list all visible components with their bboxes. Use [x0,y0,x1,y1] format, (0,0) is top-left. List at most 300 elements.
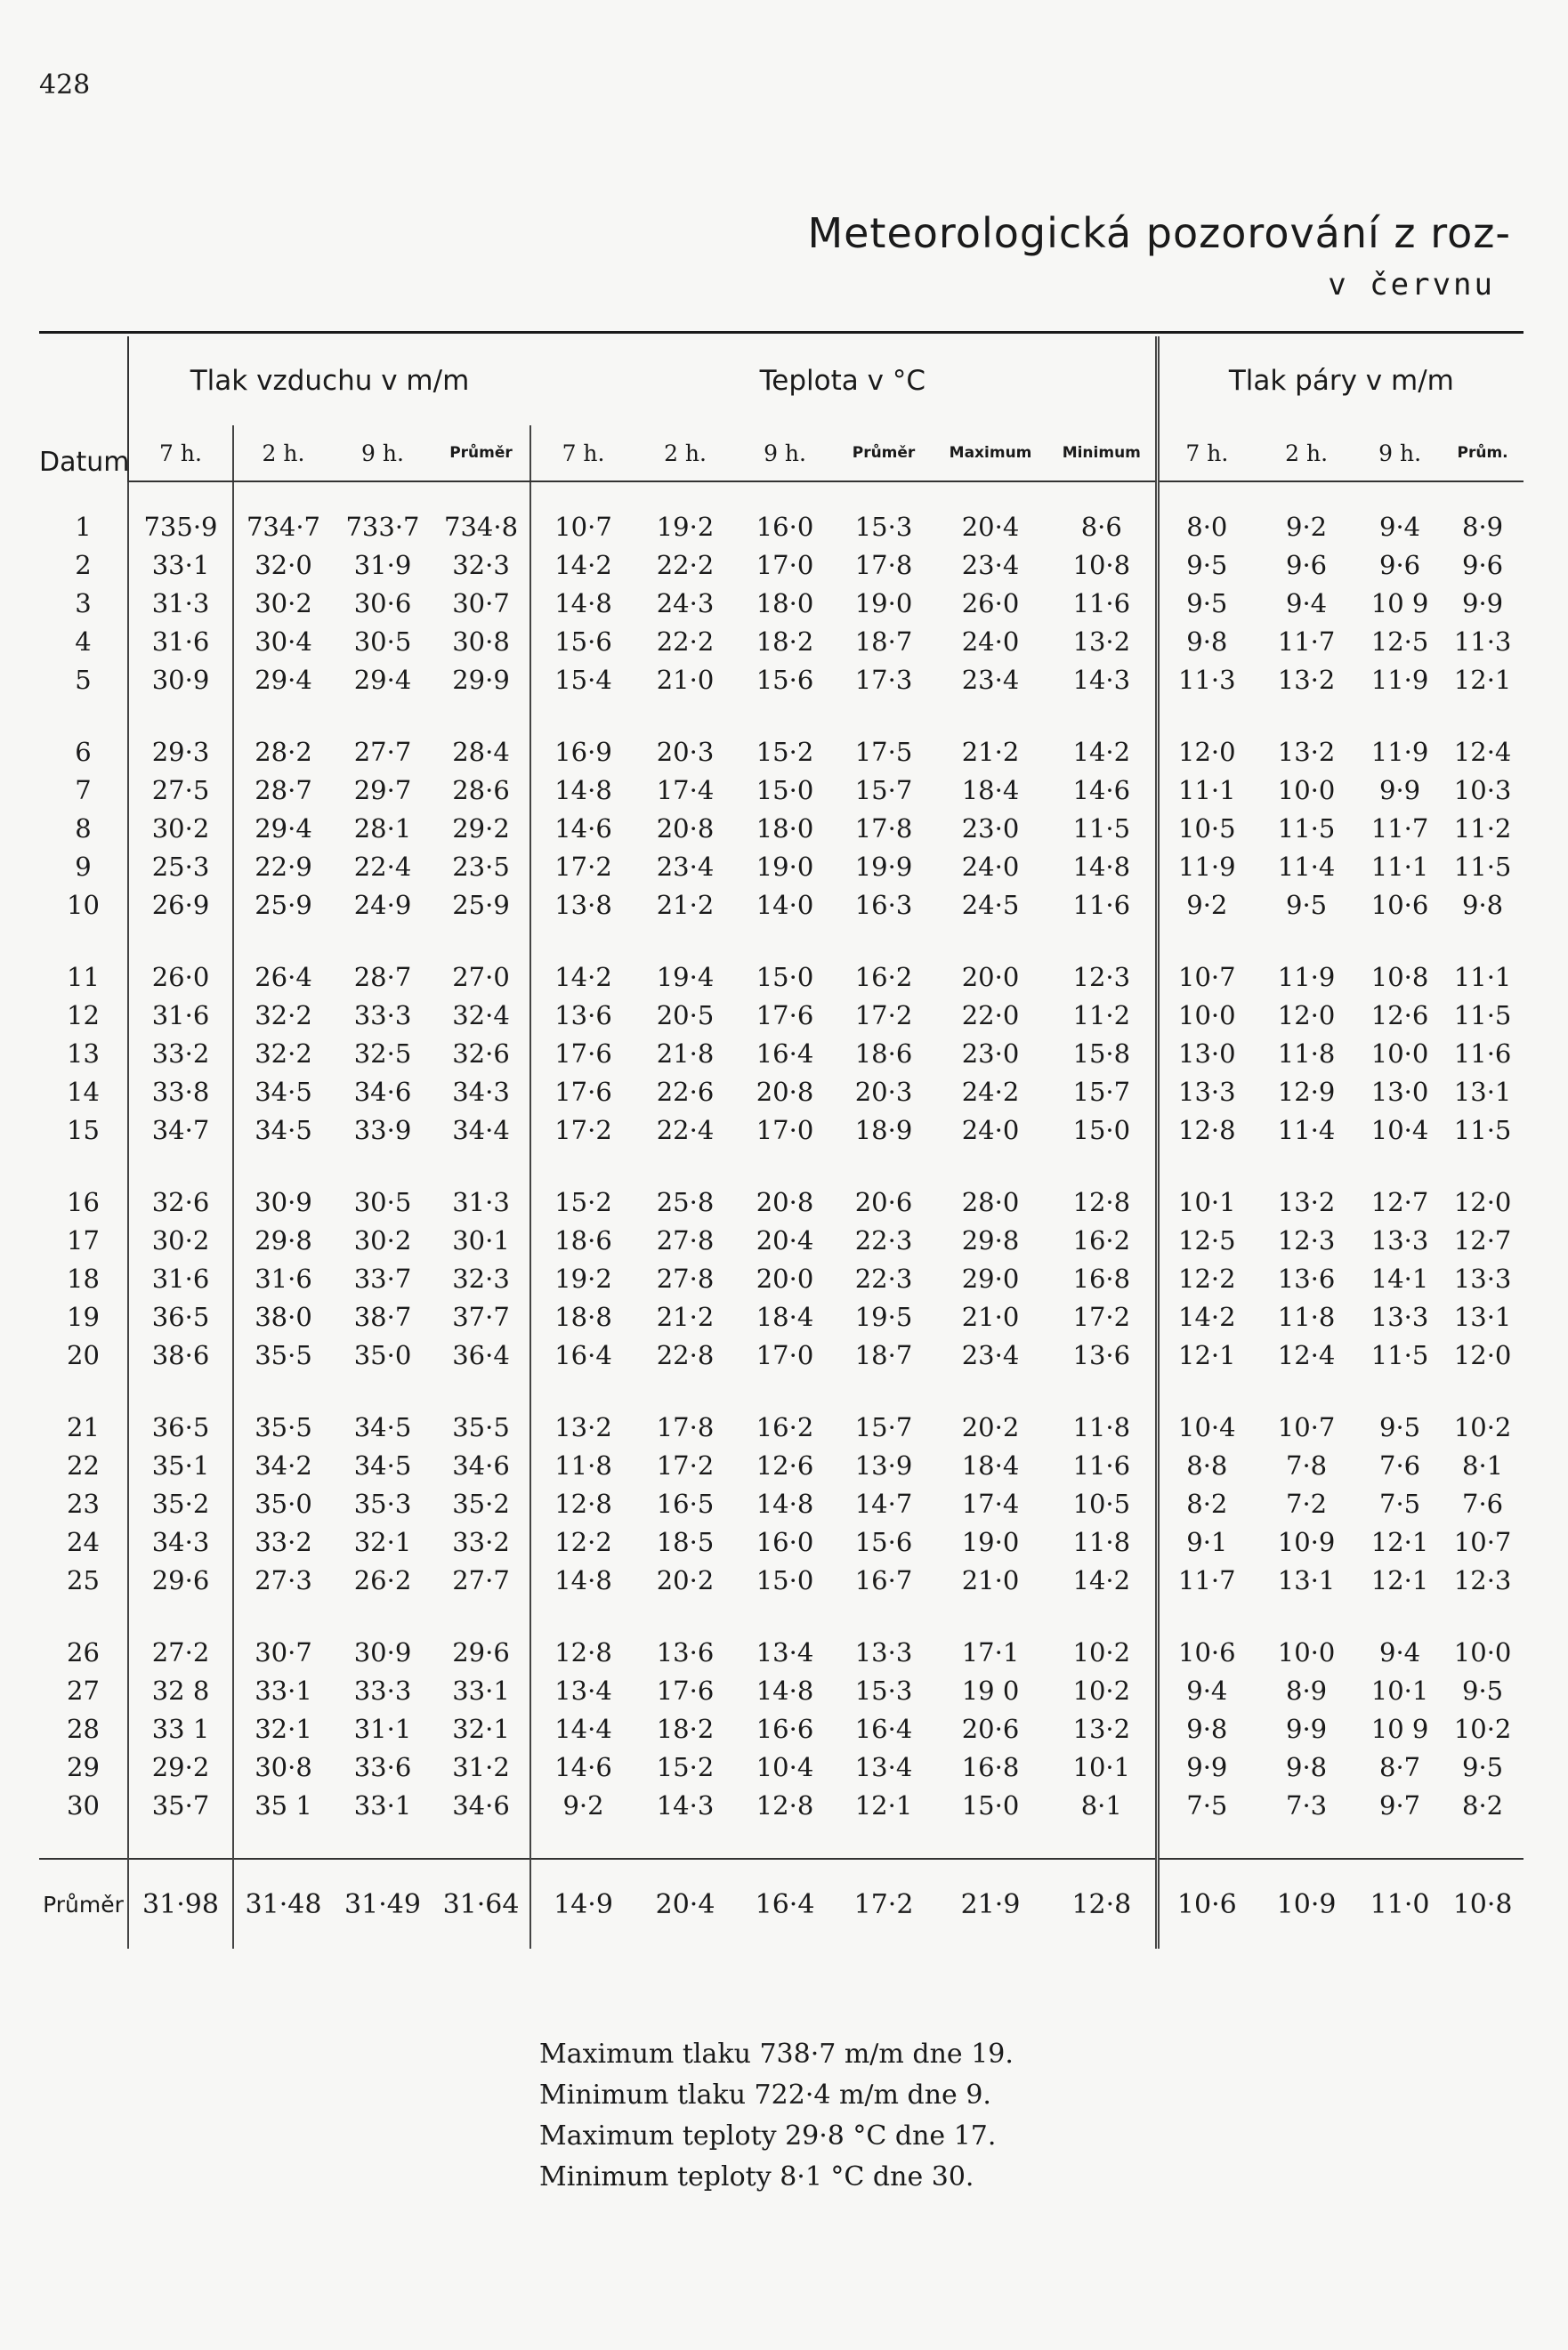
average-value: 17·2 [835,1859,933,1949]
value-cell: 24·9 [353,889,412,920]
value-cell: 32 8 [128,1671,233,1709]
value-cell: 33·7 [353,1263,412,1294]
value-cell: 27·8 [656,1224,715,1256]
top-rule [39,331,1524,334]
value-cell: 12·3 [1453,1564,1512,1595]
value-cell: 31·6 [128,996,233,1034]
table-row [39,1408,1524,1446]
value-cell: 9·5 [1186,587,1228,618]
value-cell: 15·0 [961,1789,1020,1821]
value-cell: 35·7 [128,1786,233,1824]
value-cell: 26·0 [128,957,233,996]
value-cell: 32·1 [353,1526,412,1557]
value-cell: 32·2 [255,1038,312,1069]
average-value: 10·8 [1442,1859,1524,1949]
value-cell: 734·8 [432,507,530,545]
value-cell: 13·0 [1370,1076,1429,1107]
value-cell: 20·4 [961,511,1020,542]
value-cell: 29·3 [128,732,233,771]
value-cell: 32·6 [128,1183,233,1221]
value-cell: 12·6 [756,1450,814,1481]
value-cell: 30·5 [353,1186,412,1217]
value-cell: 33·9 [353,1114,412,1145]
value-cell: 35 1 [255,1789,312,1821]
value-cell: 10·5 [1048,1484,1157,1522]
average-value: 14·9 [530,1859,635,1949]
pressure-group-header: Tlak vzduchu v m/m [190,365,470,397]
column-header: 7 h. [1157,425,1255,481]
value-cell: 15·6 [554,626,612,657]
value-cell: 38·0 [255,1301,312,1332]
average-value: 31·98 [128,1859,233,1949]
day-cell: 27 [39,1671,128,1709]
value-cell: 30·6 [353,587,412,618]
value-cell: 15·0 [756,961,814,992]
column-header: 7 h. [128,425,233,481]
average-value: 31·48 [233,1859,333,1949]
column-header: 9 h. [1358,425,1442,481]
value-cell: 29·2 [128,1748,233,1786]
table-row [39,1446,1524,1484]
value-cell: 22·0 [961,999,1020,1030]
value-cell: 28·7 [255,774,312,805]
day-cell: 4 [39,622,128,660]
value-cell: 13·3 [1178,1076,1236,1107]
value-cell: 17·8 [854,812,913,844]
value-cell: 32·3 [432,545,530,584]
value-cell: 27·2 [128,1633,233,1671]
value-cell: 33·2 [128,1034,233,1072]
value-cell: 11·5 [1453,999,1512,1030]
day-cell: 28 [39,1709,128,1748]
table-row [39,1336,1524,1374]
value-cell: 12·4 [1453,736,1512,767]
value-cell: 21·0 [656,664,715,695]
value-cell: 12·8 [554,1488,612,1519]
value-cell: 8·7 [1379,1751,1421,1782]
value-cell: 13·8 [554,889,612,920]
value-cell: 11·8 [554,1450,612,1481]
value-cell: 18·4 [961,1450,1020,1481]
value-cell: 9·8 [1286,1751,1328,1782]
value-cell: 10·4 [1178,1411,1236,1442]
value-cell: 9·4 [1379,511,1421,542]
value-cell: 35·3 [353,1488,412,1519]
value-cell: 33·8 [128,1072,233,1110]
value-cell: 8·2 [1186,1488,1228,1519]
value-cell: 12·8 [554,1636,612,1668]
average-label: Průměr [39,1859,128,1949]
value-cell: 13·0 [1178,1038,1236,1069]
value-cell: 21·2 [656,889,715,920]
value-cell: 23·4 [961,664,1020,695]
value-cell: 7·3 [1286,1789,1328,1821]
value-cell: 13·6 [656,1636,715,1668]
value-cell: 19·0 [756,851,814,882]
table-row [39,1110,1524,1149]
value-cell: 27·7 [432,1561,530,1599]
average-value: 12·8 [1048,1859,1157,1949]
value-cell: 9·5 [1379,1411,1421,1442]
day-cell: 9 [39,847,128,885]
value-cell: 10·7 [554,511,612,542]
value-cell: 23·5 [432,847,530,885]
value-cell: 35·5 [432,1408,530,1446]
value-cell: 11·8 [1048,1408,1157,1446]
value-cell: 11·6 [1048,885,1157,924]
value-cell: 11·1 [1370,851,1429,882]
value-cell: 9·4 [1379,1636,1421,1668]
value-cell: 24·0 [961,851,1020,882]
value-cell: 15·0 [756,774,814,805]
value-cell: 30·8 [255,1751,312,1782]
datum-header: Datum [39,336,128,481]
value-cell: 36·4 [432,1336,530,1374]
value-cell: 29·2 [432,809,530,847]
value-cell: 14·4 [554,1713,612,1744]
value-cell: 11·8 [1277,1301,1336,1332]
value-cell: 12·1 [854,1789,913,1821]
day-cell: 11 [39,957,128,996]
value-cell: 14·6 [1048,771,1157,809]
value-cell: 8·0 [1186,511,1228,542]
value-cell: 12·8 [1048,1183,1157,1221]
value-cell: 13·2 [1277,664,1336,695]
table-row [39,1297,1524,1336]
average-value: 16·4 [735,1859,835,1949]
value-cell: 33·1 [128,545,233,584]
value-cell: 7·6 [1462,1488,1504,1519]
value-cell: 9·8 [1186,1713,1228,1744]
value-cell: 38·6 [128,1336,233,1374]
value-cell: 35·0 [353,1339,412,1370]
value-cell: 32·2 [255,999,312,1030]
value-cell: 8·2 [1462,1789,1504,1821]
value-cell: 20·6 [961,1713,1020,1744]
table-row [39,732,1524,771]
value-cell: 14·2 [554,961,612,992]
value-cell: 11·7 [1178,1564,1236,1595]
value-cell: 14·6 [554,1751,612,1782]
column-header: 2 h. [233,425,333,481]
table-row [39,622,1524,660]
value-cell: 33·1 [353,1789,412,1821]
value-cell: 9·9 [1286,1713,1328,1744]
value-cell: 17·2 [854,999,913,1030]
value-cell: 10·6 [1370,889,1429,920]
value-cell: 16·4 [756,1038,814,1069]
value-cell: 12·5 [1370,626,1429,657]
value-cell: 34·6 [432,1786,530,1824]
day-cell: 29 [39,1748,128,1786]
value-cell: 15·6 [756,664,814,695]
value-cell: 22·4 [656,1114,715,1145]
value-cell: 32·0 [255,549,312,580]
value-cell: 25·3 [128,847,233,885]
value-cell: 30·9 [353,1636,412,1668]
value-cell: 34·4 [432,1110,530,1149]
value-cell: 20·3 [854,1076,913,1107]
value-cell: 14·8 [756,1488,814,1519]
value-cell: 12·4 [1277,1339,1336,1370]
value-cell: 34·6 [432,1446,530,1484]
value-cell: 10·2 [1453,1411,1512,1442]
value-cell: 12·7 [1453,1224,1512,1256]
value-cell: 7·6 [1379,1450,1421,1481]
value-cell: 18·7 [854,626,913,657]
value-cell: 10·0 [1453,1636,1512,1668]
value-cell: 34·2 [255,1450,312,1481]
value-cell: 24·2 [961,1076,1020,1107]
value-cell: 12·0 [1178,736,1236,767]
value-cell: 26·4 [255,961,312,992]
table-row [39,1633,1524,1671]
value-cell: 10·1 [1370,1675,1429,1706]
value-cell: 8·9 [1286,1675,1328,1706]
value-cell: 16·0 [756,511,814,542]
value-cell: 12·5 [1178,1224,1236,1256]
value-cell: 14·2 [1048,1561,1157,1599]
value-cell: 20·2 [961,1411,1020,1442]
value-cell: 31·3 [432,1183,530,1221]
value-cell: 12·6 [1370,999,1429,1030]
value-cell: 14·7 [854,1488,913,1519]
value-cell: 24·3 [656,587,715,618]
value-cell: 13·3 [1370,1224,1429,1256]
value-cell: 22·6 [656,1076,715,1107]
value-cell: 13·3 [1453,1263,1512,1294]
value-cell: 27·0 [432,957,530,996]
value-cell: 10 9 [1370,1713,1429,1744]
value-cell: 15·7 [1048,1072,1157,1110]
value-cell: 13·6 [1277,1263,1336,1294]
value-cell: 34·5 [255,1076,312,1107]
value-cell: 18·2 [756,626,814,657]
value-cell: 25·9 [255,889,312,920]
value-cell: 20·0 [961,961,1020,992]
value-cell: 15·2 [756,736,814,767]
day-cell: 2 [39,545,128,584]
summary [539,2034,1014,2198]
day-cell: 26 [39,1633,128,1671]
value-cell: 12·3 [1277,1224,1336,1256]
value-cell: 13·6 [1048,1336,1157,1374]
value-cell: 23·0 [961,1038,1020,1069]
average-value: 11·0 [1358,1859,1442,1949]
value-cell: 9·5 [1462,1675,1504,1706]
value-cell: 30·9 [128,660,233,699]
value-cell: 11·2 [1048,996,1157,1034]
table-row [39,771,1524,809]
value-cell: 33·2 [432,1522,530,1561]
value-cell: 16·3 [854,889,913,920]
value-cell: 20·0 [756,1263,814,1294]
value-cell: 31·6 [255,1263,312,1294]
summary-line: Maximum tlaku 738·7 m/m dne 19. [539,2039,1014,2070]
value-cell: 35·1 [128,1446,233,1484]
value-cell: 22·2 [656,549,715,580]
value-cell: 23·4 [656,851,715,882]
value-cell: 23·0 [961,812,1020,844]
value-cell: 12·3 [1048,957,1157,996]
value-cell: 34·5 [353,1450,412,1481]
table-row [39,545,1524,584]
value-cell: 9·2 [1186,889,1228,920]
column-header: Maximum [933,425,1048,481]
value-cell: 9·6 [1462,549,1504,580]
value-cell: 14·8 [554,587,612,618]
value-cell: 35·2 [432,1484,530,1522]
value-cell: 13·1 [1277,1564,1336,1595]
value-cell: 21·0 [961,1301,1020,1332]
table-row [39,584,1524,622]
value-cell: 17·2 [554,851,612,882]
value-cell: 14·8 [554,1564,612,1595]
value-cell: 10·0 [1370,1038,1429,1069]
value-cell: 7·5 [1379,1488,1421,1519]
value-cell: 20·5 [656,999,715,1030]
value-cell: 11·9 [1277,961,1336,992]
value-cell: 13·4 [554,1675,612,1706]
value-cell: 19 0 [961,1675,1020,1706]
value-cell: 16·8 [961,1751,1020,1782]
value-cell: 17·6 [554,1076,612,1107]
value-cell: 34·3 [128,1522,233,1561]
day-cell: 20 [39,1336,128,1374]
value-cell: 36·5 [128,1408,233,1446]
value-cell: 9·9 [1379,774,1421,805]
value-cell: 10·2 [1048,1671,1157,1709]
value-cell: 17·8 [656,1411,715,1442]
value-cell: 13·1 [1453,1076,1512,1107]
day-cell: 21 [39,1408,128,1446]
value-cell: 19·9 [854,851,913,882]
value-cell: 13·2 [1277,736,1336,767]
day-cell: 7 [39,771,128,809]
day-cell: 24 [39,1522,128,1561]
value-cell: 30·2 [255,587,312,618]
value-cell: 735·9 [128,507,233,545]
table-row [39,809,1524,847]
value-cell: 11·6 [1048,584,1157,622]
value-cell: 34·5 [353,1411,412,1442]
value-cell: 32·5 [353,1038,412,1069]
value-cell: 17·4 [961,1488,1020,1519]
value-cell: 15·0 [1048,1110,1157,1149]
value-cell: 33·2 [255,1526,312,1557]
value-cell: 18·9 [854,1114,913,1145]
value-cell: 10·0 [1277,1636,1336,1668]
value-cell: 28·2 [255,736,312,767]
weather-table [39,336,1524,1949]
value-cell: 25·8 [656,1186,715,1217]
value-cell: 11·7 [1277,626,1336,657]
value-cell: 18·0 [756,812,814,844]
table-row [39,1786,1524,1824]
value-cell: 10·2 [1453,1713,1512,1744]
column-header: Průměr [432,425,530,481]
value-cell: 30·9 [255,1186,312,1217]
value-cell: 34·5 [255,1114,312,1145]
value-cell: 11·4 [1277,1114,1336,1145]
value-cell: 15·2 [554,1186,612,1217]
value-cell: 14·8 [756,1675,814,1706]
value-cell: 7·5 [1186,1789,1228,1821]
value-cell: 7·2 [1286,1488,1328,1519]
value-cell: 15·0 [756,1564,814,1595]
table-row [39,1484,1524,1522]
value-cell: 10·9 [1277,1526,1336,1557]
value-cell: 28·0 [961,1186,1020,1217]
average-value: 10·6 [1157,1859,1255,1949]
value-cell: 32·6 [432,1034,530,1072]
average-value: 10·9 [1255,1859,1358,1949]
value-cell: 29·6 [432,1633,530,1671]
value-cell: 10·6 [1178,1636,1236,1668]
day-cell: 5 [39,660,128,699]
day-cell: 14 [39,1072,128,1110]
value-cell: 10·3 [1453,774,1512,805]
value-cell: 10·7 [1453,1526,1512,1557]
value-cell: 35·2 [128,1484,233,1522]
value-cell: 12·1 [1370,1526,1429,1557]
value-cell: 15·2 [656,1751,715,1782]
table-body [39,481,1524,1949]
value-cell: 13·3 [1370,1301,1429,1332]
value-cell: 33·6 [353,1751,412,1782]
value-cell: 16·8 [1048,1259,1157,1297]
value-cell: 22·2 [656,626,715,657]
page-subtitle: v červnu [1328,267,1495,303]
value-cell: 24·0 [961,626,1020,657]
value-cell: 13·2 [1277,1186,1336,1217]
day-cell: 12 [39,996,128,1034]
value-cell: 11·8 [1277,1038,1336,1069]
value-cell: 10·2 [1048,1633,1157,1671]
day-cell: 1 [39,507,128,545]
value-cell: 14·8 [554,774,612,805]
value-cell: 29·0 [961,1263,1020,1294]
value-cell: 29·8 [255,1224,312,1256]
value-cell: 11·8 [1048,1522,1157,1561]
value-cell: 11·4 [1277,851,1336,882]
value-cell: 28·7 [353,961,412,992]
day-cell: 8 [39,809,128,847]
value-cell: 10·8 [1370,961,1429,992]
value-cell: 29·9 [432,660,530,699]
value-cell: 13·1 [1453,1301,1512,1332]
value-cell: 12·0 [1453,1339,1512,1370]
value-cell: 14·6 [554,812,612,844]
value-cell: 13·3 [854,1636,913,1668]
value-cell: 33·1 [255,1675,312,1706]
value-cell: 13·4 [756,1636,814,1668]
value-cell: 9·8 [1186,626,1228,657]
value-cell: 11·2 [1453,812,1512,844]
value-cell: 35·0 [255,1488,312,1519]
value-cell: 16·0 [756,1526,814,1557]
table-row [39,507,1524,545]
value-cell: 15·7 [854,1411,913,1442]
column-header: 2 h. [1255,425,1358,481]
value-cell: 23·4 [961,549,1020,580]
value-cell: 19·2 [554,1263,612,1294]
value-cell: 30·5 [353,626,412,657]
value-cell: 10·1 [1048,1748,1157,1786]
value-cell: 18·4 [961,774,1020,805]
value-cell: 30·2 [353,1224,412,1256]
value-cell: 16·2 [756,1411,814,1442]
